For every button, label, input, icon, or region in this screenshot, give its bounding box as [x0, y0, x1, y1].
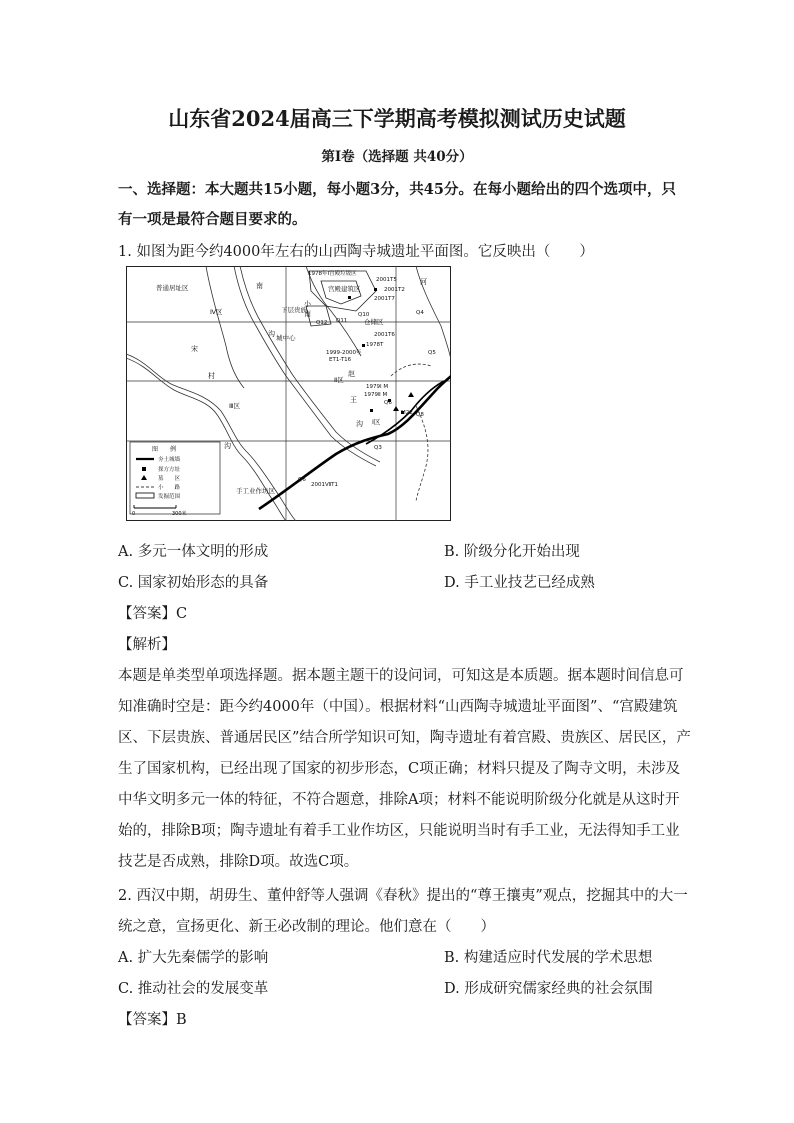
legend-wall: 夯土城墙	[158, 457, 181, 463]
legend-dig-area: 发掘范围	[158, 494, 181, 500]
label-palace: 宫殿建筑区	[328, 285, 361, 293]
label-digET: ET1-T16	[329, 357, 352, 363]
instructions-line-1: 一、选择题：本大题共15小题，每小题3分，共45分。在每小题给出的四个选项中，只	[118, 181, 676, 198]
label-q8: Q8	[416, 412, 424, 418]
label-noble: 下层贵族	[281, 306, 307, 314]
instructions-line-2: 有一项是最符合题目要求的。	[118, 211, 307, 228]
label-dig2001d: 2001T6	[374, 332, 395, 338]
legend-excavation: 探方方址	[158, 467, 181, 473]
q1-analysis-line-3: 区、下层贵族、普通居民区”结合所学知识可知，陶寺遗址有着宫殿、贵族区、居民区，产	[118, 730, 691, 746]
label-q10: Q10	[358, 312, 370, 318]
question-2-stem-line-2: 统之意，宣扬更化、新王必改制的理论。他们意在（ ）	[118, 919, 495, 935]
label-q6b: Q6	[298, 477, 306, 483]
label-river-4: 南	[256, 282, 263, 290]
label-q6: Q6	[384, 400, 392, 406]
label-dig2001a: 2001T5	[376, 277, 397, 283]
taosi-site-map	[126, 266, 451, 521]
label-river-5: 沟	[268, 330, 275, 338]
label-q11: Q11	[336, 318, 348, 324]
q1-option-a: A. 多元一体文明的形成	[118, 544, 269, 560]
label-q3: Q3	[374, 445, 382, 451]
label-river-3: 沟	[224, 442, 231, 450]
q1-analysis-line-5: 中华文明多元一体的特征，不符合题意，排除A项；材料不能说明阶级分化就是从这时开	[118, 792, 680, 808]
label-dig1978: 1978年Ⅰ宫殿垃圾区	[308, 271, 357, 277]
label-dig2001c: 2001T7	[374, 296, 395, 302]
q2-option-d: D. 形成研究儒家经典的社会氛围	[444, 981, 653, 997]
q1-analysis-line-6: 始的，排除B项；陶寺遗址有着手工业作坊区，只能说明当时有手工业，无法得知手工业	[118, 823, 680, 839]
label-dig1999: 1999-2000年	[326, 350, 362, 356]
label-q4: Q4	[416, 310, 424, 316]
q1-analysis-line-1: 本题是单类型单项选择题。据本题主题干的设问词，可知这是本质题。据本题时间信息可	[118, 668, 684, 684]
label-river-8: 沟	[356, 420, 363, 428]
q2-option-b: B. 构建适应时代发展的学术思想	[444, 950, 653, 966]
q1-answer: 【答案】C	[118, 606, 188, 622]
label-center: 城中心	[276, 334, 296, 342]
legend-title: 图 例	[152, 446, 177, 453]
label-q12: Q12	[316, 320, 328, 326]
label-dig1978b: 1978T	[366, 342, 384, 348]
label-river-7: 王	[350, 396, 357, 404]
label-river-10: 南	[304, 310, 311, 318]
page-title: 山东省2024届高三下学期高考模拟测试历史试题	[168, 106, 626, 131]
q1-analysis-line-2: 知准确时空是：距今约4000年（中国）。根据材料“山西陶寺城遗址平面图”、“宫殿建筑	[118, 699, 678, 715]
label-river-11: 河	[420, 278, 427, 286]
legend-road: 小 路	[158, 485, 181, 491]
q1-analysis-line-4: 生了国家机构，已经出现了国家的初步形态，C项正确；材料只提及了陶寺文明，未涉及	[118, 761, 681, 777]
label-river-6: 赵	[348, 370, 355, 378]
label-dig2001b: 2001T2	[384, 287, 405, 293]
q2-option-c: C. 推动社会的发展变革	[118, 981, 269, 997]
label-river-9: 小	[304, 300, 311, 308]
label-zone-2: Ⅱ区	[334, 376, 344, 384]
question-1-stem: 1. 如图为距今约4000年左右的山西陶寺城遗址平面图。它反映出（ ）	[118, 244, 594, 260]
question-2-stem-line-1: 2. 西汉中期，胡毋生、董仲舒等人强调《春秋》提出的“尊王攘夷”观点，挖掘其中的大一	[118, 888, 688, 904]
label-ordinary-residence: 普通居址区	[156, 284, 189, 292]
label-river-1: 宋	[191, 345, 198, 353]
q2-answer: 【答案】B	[118, 1012, 187, 1028]
label-river-2: 村	[208, 372, 215, 380]
section-subtitle: 第Ⅰ卷（选择题 共40分）	[321, 149, 473, 165]
label-dig1979b: 1979Ⅱ M	[364, 392, 388, 398]
legend-tomb: 墓 区	[158, 476, 181, 482]
label-q5: Q5	[428, 350, 436, 356]
label-store: 仓储区	[364, 318, 384, 326]
q1-option-c: C. 国家初始形态的具备	[118, 575, 269, 591]
q2-option-a: A. 扩大先秦儒学的影响	[118, 950, 269, 966]
q1-option-b: B. 阶级分化开始出现	[444, 544, 580, 560]
q1-option-d: D. 手工业技艺已经成熟	[444, 575, 595, 591]
label-zone-1: Ⅰ区	[372, 418, 381, 426]
label-craft: 手工业作坊区	[236, 487, 275, 495]
scale-zero: 0	[132, 511, 136, 517]
q1-analysis-line-7: 技艺是否成熟，排除D项。故选C项。	[118, 854, 359, 870]
scale-300: 300米	[172, 511, 187, 517]
label-dig1979: 1979Ⅰ M	[366, 384, 389, 390]
label-dig2001e: 2001ⅦT1	[311, 482, 339, 488]
q1-analysis-label: 【解析】	[118, 637, 176, 653]
label-digM22: M22	[401, 410, 413, 416]
label-zone-3: Ⅲ区	[229, 402, 240, 410]
label-zone-4: Ⅳ区	[210, 308, 223, 316]
